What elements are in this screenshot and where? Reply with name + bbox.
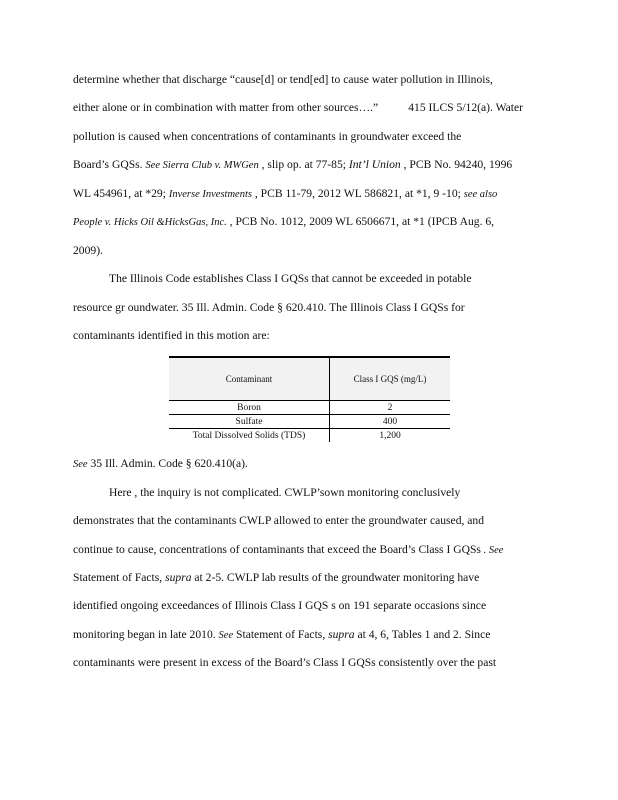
paragraph-1-line-5 [73,187,497,202]
text: at 2-5. CWLP lab results of the groundwater monitoring have [191,571,480,584]
table-citation [73,457,248,472]
text: demonstrates that the contaminants CWLP allowed to enter the groundwater caused, and [73,514,485,527]
text: identified ongoing exceedances of Illinois Class I GQS s on 191 separate occasions since [73,599,487,612]
see-signal: See [218,630,234,641]
text: Board’s GQSs. [73,158,146,171]
text: , PCB 11-79, 2012 WL 586821, at *1, 9 -10; [251,187,464,200]
gqs-value: 2 [387,402,393,413]
header-class-i-gqs: Class I GQS (mg/L) [330,357,451,401]
paragraph-2-line-1 [109,272,472,286]
text: either alone or in combination with matter from other sources….” [73,101,379,114]
contaminant-name: Total Dissolved Solids (TDS) [169,429,330,443]
text: 2009). [73,244,103,257]
contaminant-name: Boron [169,401,330,415]
text: contaminants were present in excess of the Board’s Class I GQSs consistently over the past [73,656,497,669]
text: WL 454961, at *29; [73,187,169,200]
paragraph-1-line-3 [73,130,461,144]
table-row [169,429,450,443]
supra: supra [165,571,192,584]
table-row [169,415,450,429]
paragraph-1-line-1 [73,73,493,87]
text: monitoring began in late 2010. [73,628,219,641]
paragraph-1-line-4 [73,158,512,173]
text: , PCB No. 94240, 1996 [400,158,513,171]
text: Statement of Facts, [73,571,166,584]
text: contaminants identified in this motion are: [73,329,270,342]
text: The Illinois Code establishes Class I GQSs that cannot be exceeded in potable [109,272,472,285]
paragraph-3-line-7 [73,656,496,670]
citation-inverse-investments: Inverse Investments [168,189,252,200]
text: Statement of Facts, [233,628,329,641]
text: at 4, 6, Tables 1 and 2. Since [354,628,491,641]
paragraph-2-line-2 [73,301,465,315]
see-signal: See [73,459,88,470]
see-also: see also [463,189,498,200]
text: pollution is caused when concentrations of contaminants in groundwater exceed the [73,130,462,143]
text: determine whether that discharge “cause[d] or tend[ed] to cause water pollution in Illinois, [73,73,493,86]
text: continue to cause, concentrations of contaminants that exceed the Board’s Class I GQSs [73,543,481,556]
text: , PCB No. 1012, 2009 WL 6506671, at *1 (IPCB Aug. 6, [226,215,495,228]
citation-sierra-club: See Sierra Club v. MWGen [145,160,259,171]
gqs-value: 1,200 [330,429,451,443]
paragraph-3-line-3 [73,543,503,558]
paragraph-3-line-6 [73,628,490,643]
text: , slip op. at 77-85; [258,158,349,171]
paragraph-3-line-1 [109,486,460,500]
class-i-gqs-table [169,356,450,442]
citation-intl-union: Int’l Union [348,158,401,171]
text: Here , the inquiry is not complicated. CWLP’sown monitoring conclusively [109,486,461,499]
header-contaminant: Contaminant [169,357,330,401]
text: 35 Ill. Admin. Code § 620.410(a). [87,457,248,470]
contaminant-name: Sulfate [169,415,330,429]
paragraph-3-line-2 [73,514,484,528]
table-row [169,401,450,415]
text: resource gr oundwater. 35 Ill. Admin. Code § 620.410. The Illinois Class I GQSs for [73,301,465,314]
paragraph-2-line-3 [73,329,270,343]
text: 415 ILCS 5/12(a). Water [408,101,523,114]
paragraph-1-line-2 [73,101,523,115]
paragraph-1-line-6 [73,215,494,230]
gqs-value: 400 [330,415,451,429]
paragraph-3-line-4 [73,571,479,585]
citation-hicks-oil: People v. Hicks Oil &HicksGas, Inc. [73,217,227,228]
table-header-row [169,357,450,401]
paragraph-1-line-7 [73,244,103,258]
supra: supra [328,628,355,641]
see-signal: . See [480,545,504,556]
paragraph-3-line-5 [73,599,486,613]
